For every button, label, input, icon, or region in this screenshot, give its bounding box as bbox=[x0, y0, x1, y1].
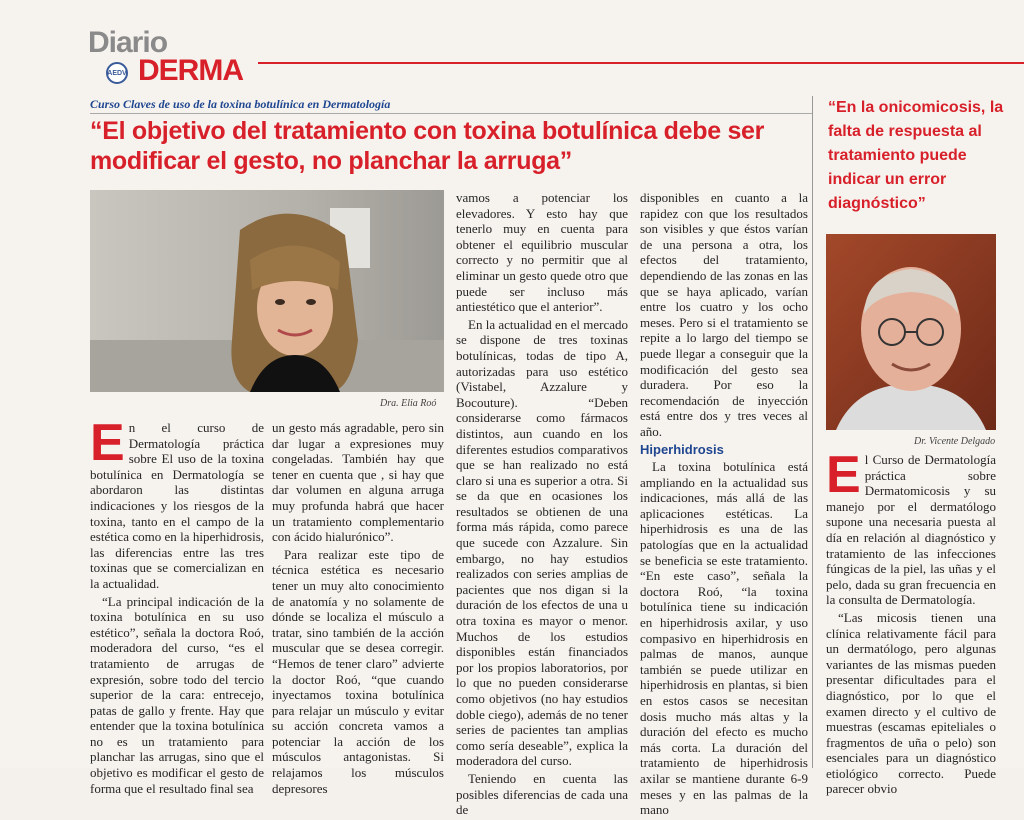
aedv-logo-icon: AEDV bbox=[106, 62, 128, 84]
paragraph: vamos a potenciar los elevadores. Y esto hay que tenerlo muy en cuenta para obtener el equilibrio muscular correcto y no permitir que al eliminar un gesto quede otro que puede ser incluso más antiestético que el anterior”. bbox=[456, 190, 628, 315]
section-kicker: Curso Claves de uso de la toxina botulínica en Dermatología bbox=[90, 97, 391, 111]
paragraph: un gesto más agradable, pero sin dar lugar a expresiones muy congeladas. También hay que tener en cuenta que , si hay que dar volumen en alguna arruga muy profunda habrá que hacer un tratamiento complementario con ácido hialurónico”. bbox=[272, 420, 444, 545]
paragraph: disponibles en cuanto a la rapidez con que los resultados son visibles y que éstos varían de una persona a otra, los efectos del tratamiento, dependiendo de las zonas en las que se haya aplicado, varían entre los cuatro y los ocho meses. Pero si el tratamiento se repite a lo largo del tiempo se puede llegar a conseguir que la modificación del gesto sea duradera. Por eso la recomendación de inyección está entre dos y tres veces al año. bbox=[640, 190, 808, 439]
paragraph: “La principal indicación de la toxina botulínica en su uso estético”, señala la doctora Roó, moderadora del curso, “es el tratamiento de arrugas de expresión, sobre todo del tercio superior de la cara: entrecejo, patas de gallo y frente. Hay que entender que la toxina botulínica no es un tratamiento para planchar las arrugas, sino que el objetivo es modificar el gesto de forma que el resultado final sea bbox=[90, 593, 264, 796]
paragraph: Teniendo en cuenta las posibles diferencias de cada una de bbox=[456, 770, 628, 818]
paragraph: Para realizar este tipo de técnica estética es necesario tener un muy alto conocimiento de anatomía y no solamente de dónde se localiza el músculo a tratar, sino también de la acción muscular que se desea corregir. “Hemos de tener claro” advierte la doctor Roó, “que cuando inyectamos toxina botulínica para relajar un músculo y evitar su acción concreta vamos a potenciar la acción de los músculos antagonistas. Si relajamos los músculos depresores bbox=[272, 546, 444, 796]
photo-caption: Dra. Elia Roó bbox=[380, 398, 437, 409]
drop-cap: E bbox=[826, 446, 861, 504]
headline: “El objetivo del tratamiento con toxina botulínica debe ser modificar el gesto, no planchar la arruga” bbox=[90, 117, 765, 175]
sidebar-pull-quote: “En la onicomicosis, la falta de respuesta al tratamiento puede indicar un error diagnóstico” bbox=[828, 99, 1004, 212]
article-column-2 bbox=[272, 420, 444, 798]
masthead-derma: DERMA bbox=[138, 54, 243, 87]
article-column-3 bbox=[456, 190, 628, 820]
paragraph: En el curso de Dermatología práctica sobre El uso de la toxina botulínica en Dermatología se abordaron las distintas indicaciones y los riesgos de la toxina, tanto en el campo de la estética como en la hiperhidrosis, las diferencias entre las tres toxinas que se comercializan en la actualidad. bbox=[90, 414, 264, 591]
kicker-rule bbox=[90, 113, 812, 114]
paragraph: El Curso de Dermatología práctica sobre Dermatomicosis y su manejo por el dermatólogo supone una necesaria puesta al día en relación al diagnóstico y tratamiento de las infecciones fúngicas de la piel, las uñas y el pelo, dada su gran frecuencia en la consulta de Dermatología. bbox=[826, 446, 996, 608]
article-column-4 bbox=[640, 190, 808, 820]
masthead bbox=[88, 26, 328, 88]
photo-dr-vicente-delgado bbox=[826, 234, 996, 430]
masthead-diario: Diario bbox=[88, 26, 168, 59]
masthead-rule bbox=[258, 62, 1024, 64]
sidebar-column bbox=[826, 446, 996, 799]
sidebar-photo-caption: Dr. Vicente Delgado bbox=[914, 436, 996, 447]
paragraph: “Las micosis tienen una clínica relativamente fácil para un dermatólogo, pero algunas variantes de las mismas pueden presentar dificultades para el diagnóstico, por lo que el examen directo y el cultivo de muestras (escamas epiteliales o fragmentos de uña o pelo) son esenciales para un diagnóstico etiológico correcto. Puede parecer obvio bbox=[826, 609, 996, 797]
drop-cap: E bbox=[90, 414, 125, 472]
paragraph: En la actualidad en el mercado se dispone de tres toxinas botulínicas, todas de tipo A, autorizadas para uso estético (Vistabel, Azzalure y Bocouture). “Deben considerarse como fármacos distintos, aun cuando en los diferentes estudios comparativos que se han realizado no está claro si una es superior a otra. Si se da que en ocasiones los resultados se obtienen de una forma más rápida, como parece que sucede con Azzalure. Sin embargo, no hay estudios realizados con series amplias de pacientes que nos digan si la duración de los efectos de una u otra toxina es mayor o menor. Muchos de los estudios disponibles están financiados por los propios laboratorios, por lo que no pueden considerarse como objetivos (no hay estudios doble ciego), además de no tener series de pacientes tan amplias como sería deseable”, explica la moderadora del curso. bbox=[456, 316, 628, 769]
photo-dra-elia-roo bbox=[90, 190, 444, 392]
column-divider bbox=[812, 96, 813, 768]
paragraph: La toxina botulínica está ampliando en la actualidad sus indicaciones, más allá de las aplicaciones estéticas. La hiperhidrosis es una de las patologías que en la actualidad se beneficia se este tratamiento. “En este caso”, señala la doctora Roó, “la toxina botulínica tiene su indicación en hiperhidrosis axilar, y uso compasivo en hiperhidrosis en palmas de manos, aunque también se puede utilizar en hiperhidrosis en plantas, si bien en estos casos se necesitan dosis mucho más altas y la duración del efecto es mucho más corta. La duración del tratamiento de hiperhidrosis axilar se mantiene durante 6-9 meses y en las palmas de la mano bbox=[640, 459, 808, 818]
subheading: Hiperhidrosis bbox=[640, 441, 724, 457]
article-column-1 bbox=[90, 414, 264, 798]
